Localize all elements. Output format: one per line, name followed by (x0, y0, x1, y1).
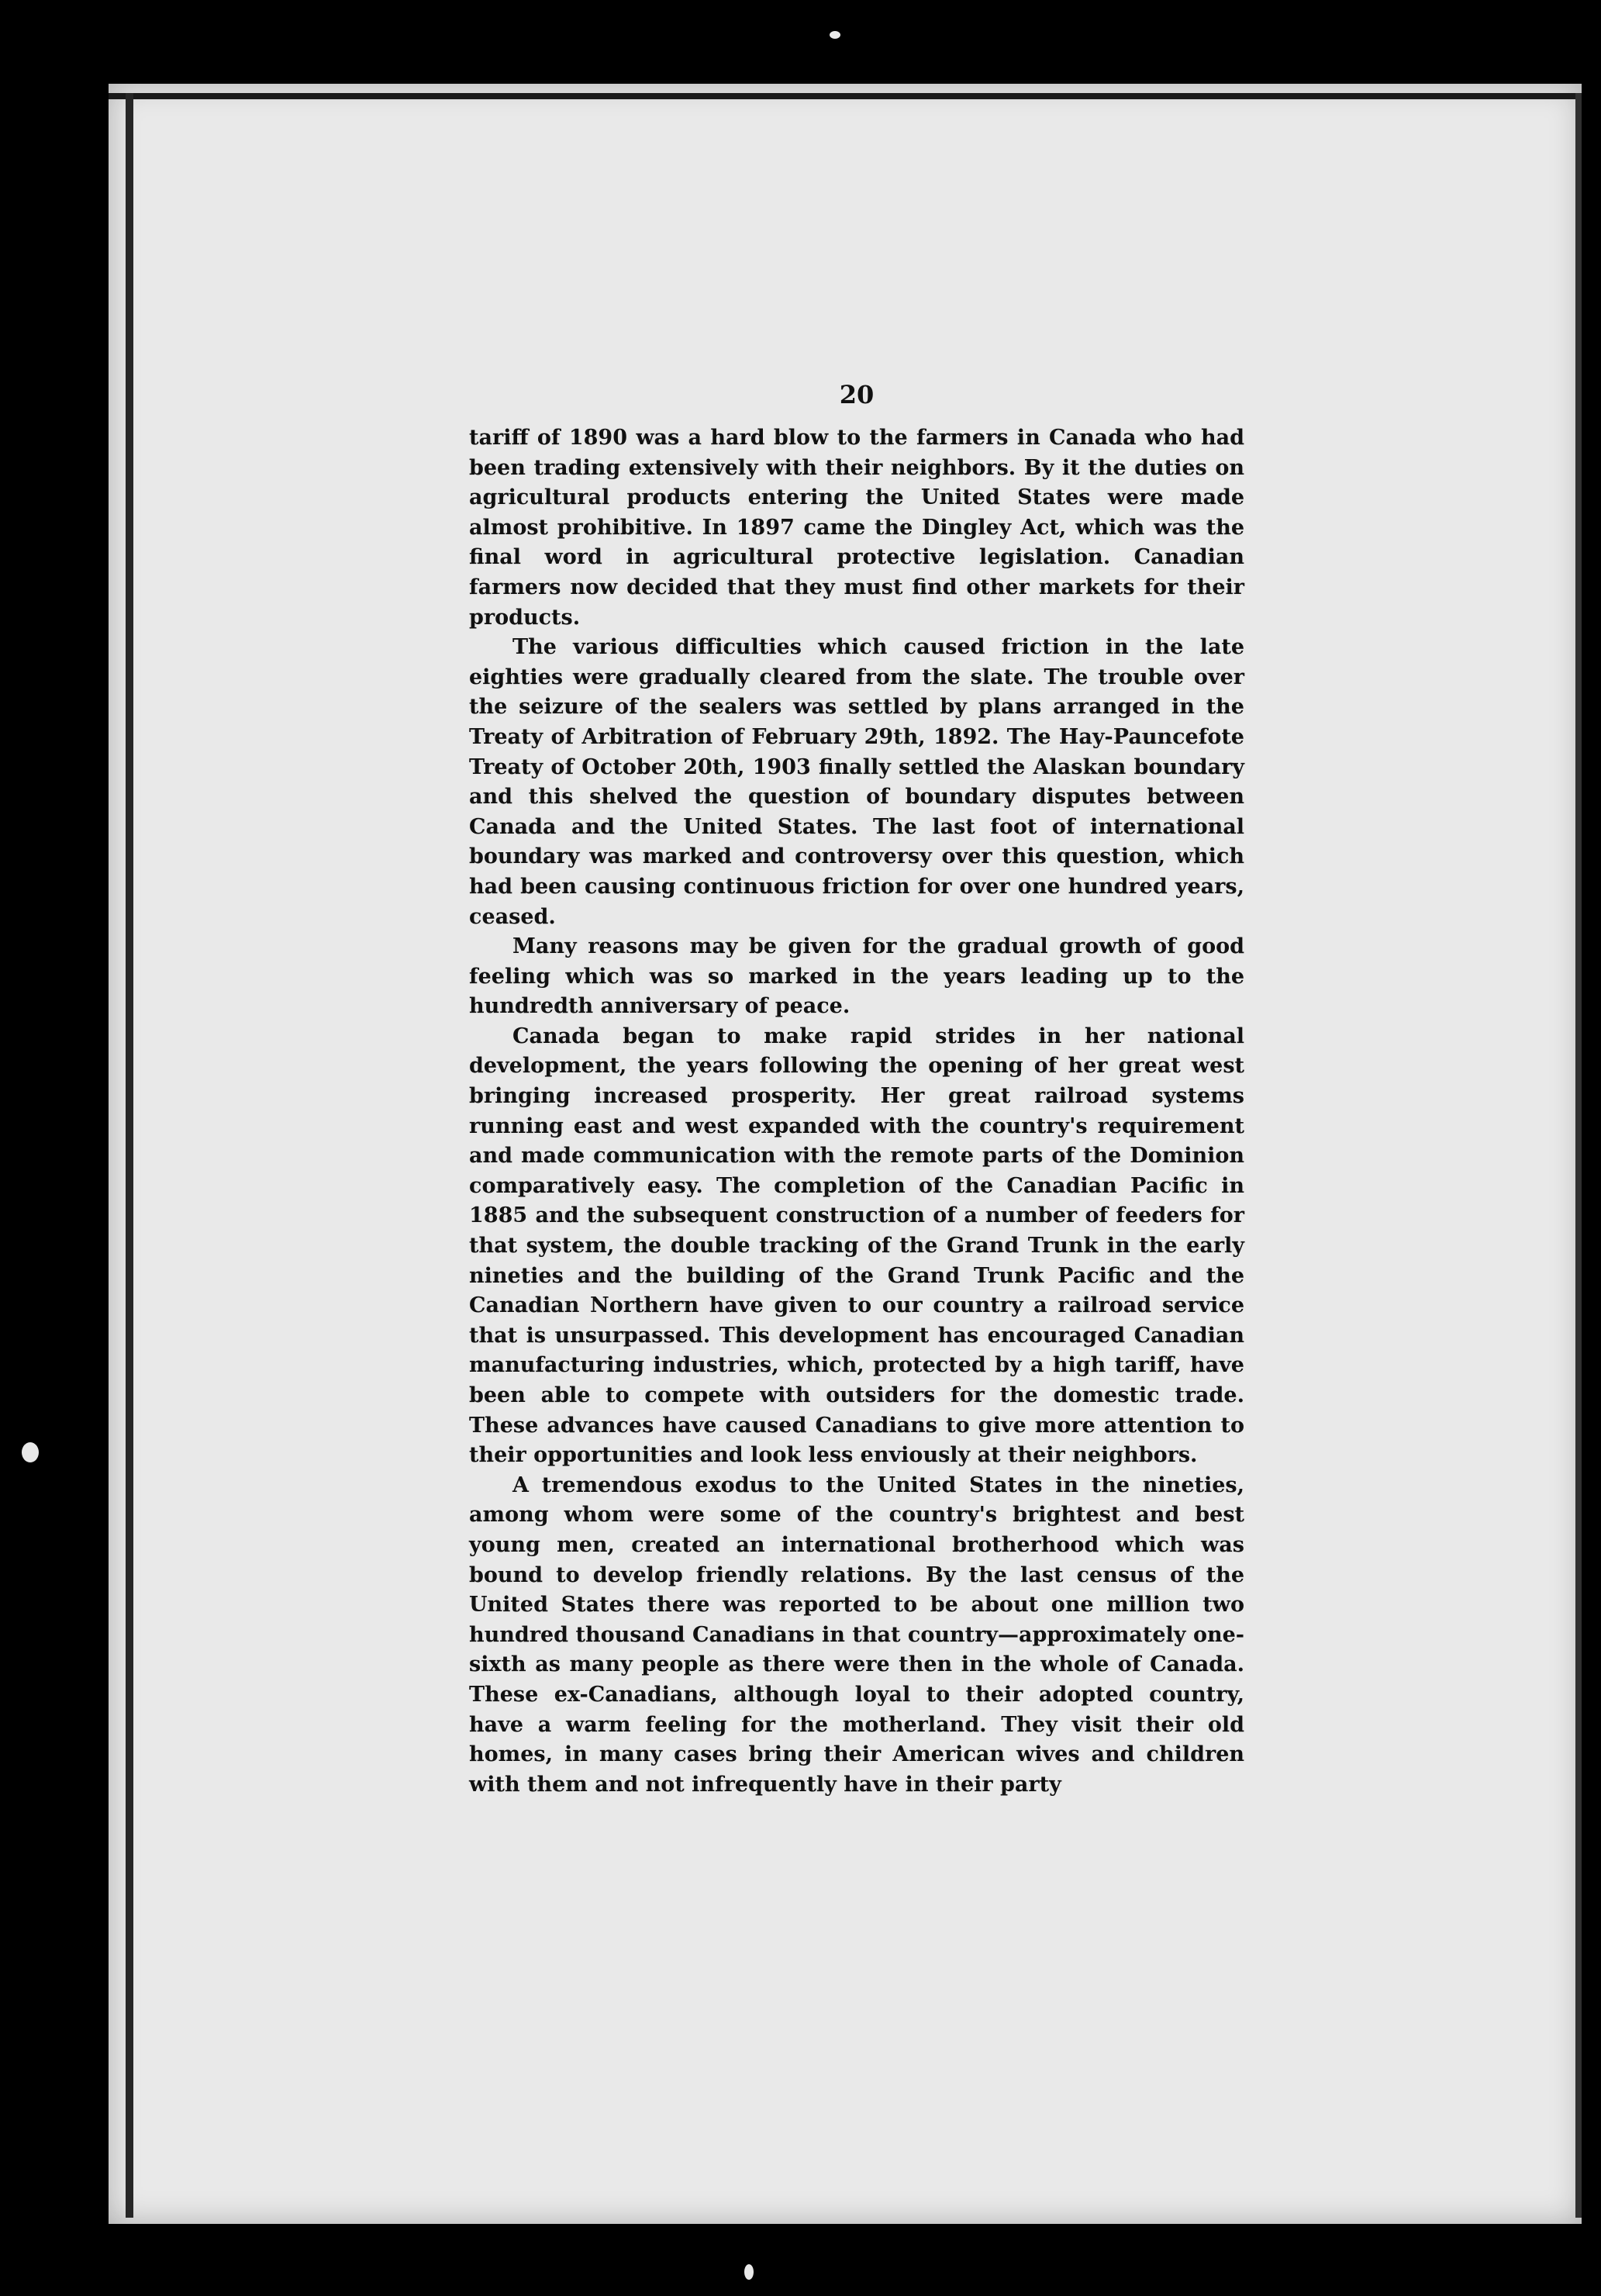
paragraph: A tremendous exodus to the United States in the nineties, among whom were some of the country's brightest and best young men, created an international brotherhood which was bound to develop friendly relations. By the last census of the United States there was reported to be about one million two hundred thousand Canadians in that country—approximately one-sixth as many people as there were then in the whole of Canada. These ex-Canadians, although loyal to their adopted country, have a warm feeling for the motherland. They visit their old homes, in many cases bring their American wives and children with them and not infrequently have in their party (469, 1473, 1244, 1797)
paragraph: Canada began to make rapid strides in her national development, the years following the opening of her great west bringing increased prosperity. Her great railroad systems running east and west expanded with the country's requirement and made communication with the remote parts of the Dominion comparatively easy. The completion of the Canadian Pacific in 1885 and the subsequent construction of a number of feeders for that system, the double tracking of the Grand Trunk in the early nineties and the building of the Grand Trunk Pacific and the Canadian Northern have given to our country a railroad service that is unsurpassed. This development has encouraged Canadian manufacturing industries, which, protected by a high tariff, have been able to compete with outsiders for the domestic trade. These advances have caused Canadians to give more attention to their opportunities and look less enviously at their neighbors. (469, 1024, 1244, 1468)
page-border-left (126, 93, 133, 2218)
paragraph: tariff of 1890 was a hard blow to the farmers in Canada who had been trading extensively with their neighbors. By it the duties on agricultural products entering the United States were made almost prohibitive. In 1897 came the Dingley Act, which was the final word in agricultural protective legislation. Canadian farmers now decided that they must find other markets for their products. (469, 426, 1244, 630)
page-body (469, 380, 1244, 1800)
scan-speck (22, 1442, 39, 1462)
page-border-top (109, 93, 1582, 99)
page-number: 20 (839, 380, 875, 409)
page-border-right (1575, 93, 1582, 2218)
scan-speck (744, 2264, 754, 2280)
paragraph: Many reasons may be given for the gradual growth of good feeling which was so marked in the years leading up to the hundredth anniversary of peace. (469, 934, 1244, 1019)
scan-speck (830, 31, 840, 39)
paragraph: The various difficulties which caused friction in the late eighties were gradually cleared from the slate. The trouble over the seizure of the sealers was settled by plans arranged in the Treaty of Arbitration of February 29th, 1892. The Hay-Pauncefote Treaty of October 20th, 1903 finally settled the Alaskan boundary and this shelved the question of boundary disputes between Canada and the United States. The last foot of international boundary was marked and controversy over this question, which had been causing continuous friction for over one hundred years, ceased. (469, 635, 1244, 929)
